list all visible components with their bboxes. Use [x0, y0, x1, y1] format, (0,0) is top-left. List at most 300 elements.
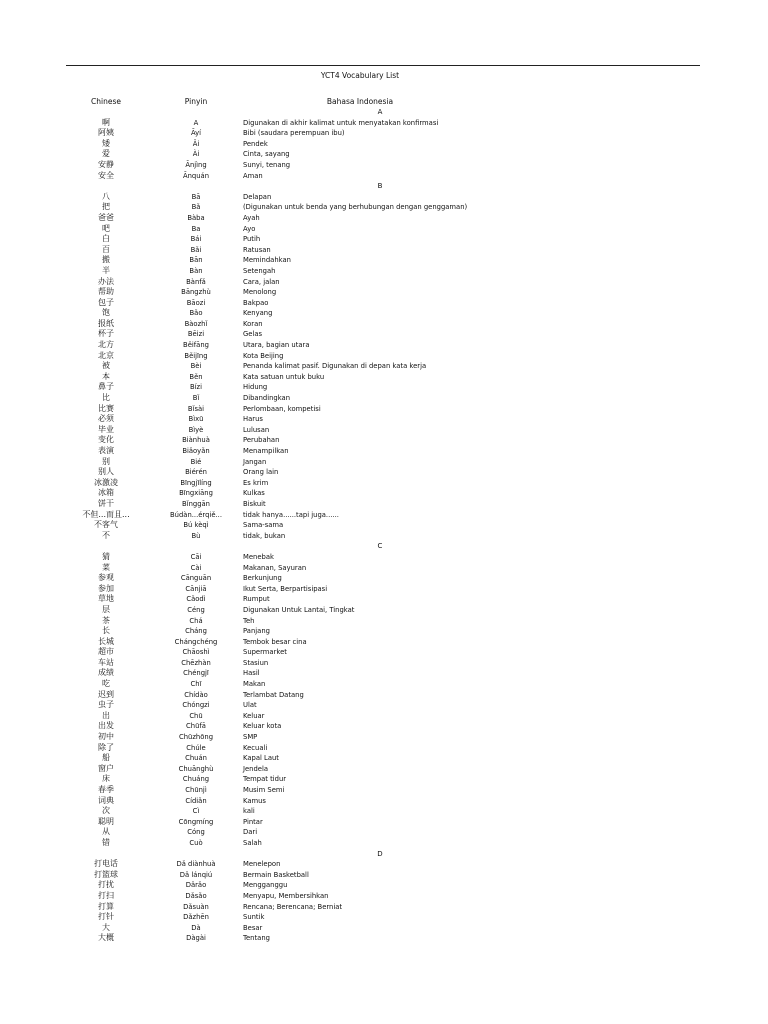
chinese-word: 词典 [98, 795, 114, 805]
pinyin-text: Běifāng [183, 341, 209, 350]
pinyin-text: Chídào [184, 690, 208, 699]
pinyin-text: Chángchéng [174, 637, 218, 646]
pinyin-text: Biǎoyǎn [182, 447, 210, 455]
chinese-word: 毕业 [98, 424, 114, 434]
indonesian-meaning: Penanda kalimat pasif. Digunakan di depan kata kerja [243, 362, 427, 371]
vocab-row [0, 902, 768, 913]
pinyin-text: Cì [192, 807, 200, 816]
vocab-row [0, 277, 768, 288]
vocab-row [0, 298, 768, 309]
indonesian-meaning: Pendek [243, 139, 268, 148]
indonesian-meaning: Supermarket [243, 648, 287, 657]
indonesian-meaning: Ikut Serta, Berpartisipasi [243, 584, 328, 593]
indonesian-meaning: Perlombaan, kompetisi [243, 404, 321, 413]
pinyin-text: Dàgài [186, 934, 206, 943]
indonesian-meaning: Musim Semi [243, 786, 285, 794]
pinyin-text: Bǐ [192, 394, 200, 403]
pinyin-text: Cídiǎn [185, 796, 207, 805]
indonesian-meaning: Hidung [243, 383, 268, 392]
vocab-row [0, 319, 768, 330]
pinyin-text: Dǎ lánqiú [179, 870, 213, 879]
vocab-row [0, 711, 768, 722]
section-header [0, 849, 768, 860]
vocab-row [0, 700, 768, 711]
vocab-row [0, 753, 768, 764]
vocab-row [0, 743, 768, 754]
indonesian-meaning: Rumput [243, 595, 270, 604]
pinyin-text: Bǎi [190, 245, 202, 254]
chinese-word: 参加 [98, 583, 114, 593]
indonesian-meaning: Makanan, Sayuran [243, 563, 307, 572]
indonesian-meaning: Kulkas [243, 489, 265, 498]
chinese-word: 杯子 [98, 329, 114, 339]
pinyin-text: Dǎsǎo [185, 891, 207, 900]
chinese-word: 不但...而且... [82, 509, 130, 519]
pinyin-text: Bàn [189, 266, 203, 275]
vocab-row [0, 467, 768, 478]
chinese-word: 帮助 [98, 287, 114, 297]
chinese-word: 草地 [98, 594, 114, 604]
vocab-row [0, 245, 768, 256]
indonesian-meaning: Kapal Laut [243, 754, 279, 763]
pinyin-text: Búdàn...érqiě... [170, 510, 222, 519]
chinese-word: 从 [102, 827, 110, 837]
pinyin-text: Bǐnggān [182, 499, 210, 508]
pinyin-text: Cǎodì [186, 595, 206, 604]
chinese-word: 出 [102, 710, 110, 720]
chinese-word: 表演 [98, 446, 114, 455]
pinyin-text: Bā [191, 192, 201, 201]
indonesian-meaning: Kamus [243, 796, 266, 805]
pinyin-text: Bāozi [186, 298, 206, 307]
pinyin-text: Bízi [189, 383, 202, 392]
pinyin-text: Dǎsuàn [183, 902, 209, 911]
chinese-word: 把 [102, 202, 110, 212]
pinyin-text: Chuán [185, 754, 207, 763]
vocab-row [0, 721, 768, 732]
indonesian-meaning: Orang lain [243, 468, 279, 477]
vocab-row [0, 287, 768, 298]
pinyin-text: Chá [189, 616, 203, 625]
vocab-row [0, 393, 768, 404]
vocab-row [0, 637, 768, 648]
chinese-word: 别 [102, 456, 110, 466]
vocab-row [0, 626, 768, 637]
pinyin-text: Bié [190, 457, 202, 466]
indonesian-meaning: Es krim [243, 478, 269, 487]
indonesian-meaning: Teh [243, 616, 255, 625]
indonesian-meaning: Cinta, sayang [243, 150, 290, 159]
indonesian-meaning: Terlambat Datang [243, 690, 304, 699]
pinyin-text: Bù [191, 531, 201, 540]
pinyin-text: Bú kèqì [183, 521, 209, 530]
chinese-word: 爱 [102, 149, 110, 159]
chinese-word: 菜 [102, 562, 110, 572]
vocab-row [0, 266, 768, 277]
indonesian-meaning: Pintar [243, 817, 263, 826]
vocab-row [0, 425, 768, 436]
pinyin-text: Ài [192, 150, 200, 159]
pinyin-text: Biérén [185, 468, 207, 477]
vocab-row [0, 414, 768, 425]
chinese-word: 春季 [98, 785, 114, 794]
indonesian-meaning: Jangan [243, 457, 267, 466]
vocab-row [0, 806, 768, 817]
vocab-row [0, 457, 768, 468]
pinyin-text: Bīngjīlíng [180, 478, 212, 487]
pinyin-text: Cháng [185, 627, 207, 636]
vocab-row [0, 880, 768, 891]
indonesian-meaning: kali [243, 807, 255, 816]
chinese-word: 成绩 [98, 668, 114, 678]
top-rule [66, 65, 700, 66]
pinyin-text: Céng [187, 605, 205, 614]
vocab-row [0, 668, 768, 679]
chinese-word: 迟到 [98, 689, 114, 699]
indonesian-meaning: tidak hanya......tapi juga...... [243, 510, 339, 519]
vocab-row [0, 616, 768, 627]
vocab-row [0, 255, 768, 266]
pinyin-text: Běn [189, 372, 203, 381]
pinyin-text: Cóng [187, 828, 205, 837]
section-header [0, 107, 768, 118]
chinese-word: 北京 [98, 350, 114, 360]
vocab-row [0, 605, 768, 616]
indonesian-meaning: Ratusan [243, 245, 271, 254]
pinyin-text: Chéngjī [183, 669, 209, 678]
pinyin-text: Chēzhàn [181, 658, 211, 667]
pinyin-text: Chúle [186, 743, 206, 752]
pinyin-text: Bǎo [189, 309, 203, 318]
vocab-row [0, 552, 768, 563]
vocab-row [0, 520, 768, 531]
pinyin-text: Ǎi [192, 139, 200, 148]
indonesian-meaning: Bermain Basketball [243, 870, 309, 879]
vocab-row [0, 499, 768, 510]
vocab-row [0, 658, 768, 669]
vocab-row [0, 774, 768, 785]
indonesian-meaning: Suntik [243, 913, 265, 922]
chinese-word: 爸爸 [98, 212, 114, 222]
indonesian-meaning: Sama-sama [243, 521, 284, 530]
pinyin-text: Ānjìng [185, 160, 207, 169]
indonesian-meaning: Aman [243, 171, 263, 180]
indonesian-meaning: Putih [243, 235, 261, 244]
vocab-row [0, 435, 768, 446]
vocab-row [0, 192, 768, 203]
pinyin-text: Dǎ diànhuà [176, 860, 216, 869]
vocab-row [0, 118, 768, 129]
vocab-row [0, 139, 768, 150]
indonesian-meaning: Hasil [243, 669, 260, 678]
chinese-word: 初中 [98, 732, 114, 742]
pinyin-text: Bēizi [187, 330, 205, 339]
chinese-word: 冰箱 [98, 488, 114, 498]
indonesian-meaning: Salah [243, 838, 262, 847]
chinese-word: 百 [102, 244, 110, 254]
vocab-row [0, 510, 768, 521]
indonesian-meaning: Perubahan [243, 436, 280, 445]
chinese-word: 报纸 [98, 318, 114, 328]
vocabulary-table [0, 107, 768, 944]
pinyin-text: A [193, 118, 199, 127]
vocab-row [0, 160, 768, 171]
chinese-word: 本 [102, 371, 110, 381]
indonesian-meaning: Bakpao [243, 298, 269, 307]
indonesian-meaning: Menampilkan [243, 447, 289, 455]
vocab-row [0, 488, 768, 499]
pinyin-text: Cānguān [180, 574, 212, 583]
indonesian-meaning: Digunakan Untuk Lantai, Tingkat [243, 605, 355, 614]
chinese-word: 办法 [98, 276, 114, 286]
section-letter: B [377, 182, 383, 191]
chinese-word: 阿姨 [98, 128, 114, 138]
pinyin-text: Cài [190, 563, 202, 572]
indonesian-meaning: Besar [243, 923, 263, 932]
column-header-pinyin: Pinyin [184, 97, 208, 106]
vocab-row [0, 351, 768, 362]
vocab-row [0, 329, 768, 340]
vocab-row [0, 764, 768, 775]
vocab-row [0, 361, 768, 372]
vocab-row [0, 531, 768, 542]
indonesian-meaning: Jendela [243, 764, 269, 773]
chinese-word: 大概 [98, 933, 114, 943]
pinyin-text: Bànfǎ [186, 277, 206, 286]
vocab-row [0, 817, 768, 828]
indonesian-meaning: Berkunjung [243, 574, 282, 583]
pinyin-text: Bàozhǐ [184, 319, 208, 328]
chinese-word: 打电话 [94, 859, 118, 869]
chinese-word: 窗户 [98, 763, 114, 773]
indonesian-meaning: tidak, bukan [243, 531, 286, 540]
indonesian-meaning: (Digunakan untuk benda yang berhubungan dengan genggaman) [243, 203, 468, 212]
vocab-row [0, 234, 768, 245]
indonesian-meaning: Sunyi, tenang [243, 160, 291, 169]
pinyin-text: Dǎzhēn [183, 913, 209, 922]
chinese-word: 啊 [102, 117, 110, 127]
pinyin-text: Bīngxiāng [179, 489, 213, 498]
indonesian-meaning: Mengganggu [243, 881, 288, 890]
pinyin-text: Bèi [190, 362, 202, 371]
indonesian-meaning: Delapan [243, 192, 272, 201]
chinese-word: 聪明 [98, 816, 114, 826]
chinese-word: 出发 [98, 721, 114, 731]
indonesian-meaning: Keluar kota [243, 722, 282, 731]
column-header-indonesian: Bahasa Indonesia [326, 97, 394, 106]
chinese-word: 饱 [102, 308, 110, 318]
indonesian-meaning: Utara, bagian utara [243, 341, 310, 350]
chinese-word: 打扫 [98, 890, 114, 900]
chinese-word: 饼干 [98, 498, 114, 508]
chinese-word: 鼻子 [98, 382, 114, 392]
indonesian-meaning: Menebak [243, 552, 274, 561]
chinese-word: 北方 [98, 340, 114, 350]
vocab-row [0, 128, 768, 139]
vocab-row [0, 785, 768, 796]
vocab-row [0, 584, 768, 595]
vocab-row [0, 690, 768, 701]
pinyin-text: Chāoshì [182, 648, 210, 657]
pinyin-text: Bìxū [188, 415, 204, 424]
chinese-word: 半 [102, 265, 110, 275]
pinyin-text: Chóngzi [182, 701, 210, 710]
chinese-word: 白 [102, 234, 110, 244]
indonesian-meaning: Kota Beijing [243, 351, 284, 360]
chinese-word: 除了 [98, 742, 114, 752]
section-header [0, 181, 768, 192]
vocab-row [0, 912, 768, 923]
chinese-word: 别人 [98, 467, 114, 477]
chinese-word: 大 [102, 922, 110, 932]
vocab-row [0, 340, 768, 351]
vocab-row [0, 213, 768, 224]
pinyin-text: Cōngmíng [178, 817, 214, 826]
chinese-word: 比赛 [98, 403, 114, 413]
page-title: YCT4 Vocabulary List [320, 71, 400, 80]
pinyin-text: Chī [190, 680, 202, 689]
chinese-word: 矮 [102, 138, 110, 148]
chinese-word: 船 [102, 753, 110, 763]
indonesian-meaning: Memindahkan [243, 256, 291, 265]
pinyin-text: Cuò [189, 838, 203, 847]
indonesian-meaning: Menyapu, Membersihkan [243, 891, 329, 900]
pinyin-text: Bìyè [188, 425, 204, 434]
indonesian-meaning: Biskuit [243, 499, 266, 508]
pinyin-text: Bǐsài [187, 404, 205, 413]
indonesian-meaning: Tembok besar cina [243, 637, 307, 646]
vocab-row [0, 202, 768, 213]
indonesian-meaning: Harus [243, 415, 263, 424]
indonesian-meaning: Dari [243, 828, 258, 837]
indonesian-meaning: Keluar [243, 711, 265, 720]
indonesian-meaning: Kata satuan untuk buku [243, 372, 325, 381]
vocab-row [0, 382, 768, 393]
chinese-word: 打扰 [98, 880, 114, 890]
indonesian-meaning: Makan [243, 680, 266, 689]
pinyin-text: Bàba [187, 213, 205, 222]
pinyin-text: Chūnjì [185, 786, 207, 794]
indonesian-meaning: Dibandingkan [243, 394, 291, 403]
vocab-row [0, 478, 768, 489]
chinese-word: 安全 [98, 170, 114, 180]
pinyin-text: Cāi [190, 552, 202, 561]
indonesian-meaning: Stasiun [243, 658, 269, 667]
section-letter: C [377, 542, 383, 551]
vocab-row [0, 594, 768, 605]
chinese-word: 搬 [102, 255, 110, 265]
section-letter: D [377, 849, 383, 858]
chinese-word: 安静 [98, 159, 114, 169]
chinese-word: 被 [102, 361, 110, 371]
indonesian-meaning: Menelepon [243, 860, 281, 869]
section-letter: A [377, 108, 383, 116]
vocab-row [0, 171, 768, 182]
vocab-row [0, 679, 768, 690]
pinyin-text: Dǎrǎo [185, 881, 207, 890]
pinyin-text: Běijīng [184, 351, 208, 360]
vocab-row [0, 891, 768, 902]
indonesian-meaning: SMP [243, 733, 258, 742]
chinese-word: 比 [102, 393, 110, 403]
vocab-row [0, 838, 768, 849]
chinese-word: 超市 [98, 647, 114, 657]
chinese-word: 次 [102, 806, 110, 816]
vocab-row [0, 923, 768, 934]
pinyin-text: Ba [191, 224, 201, 233]
indonesian-meaning: Digunakan di akhir kalimat untuk menyatakan konfirmasi [243, 118, 439, 127]
chinese-word: 冰激凌 [94, 477, 118, 487]
pinyin-text: Chūfā [186, 722, 206, 731]
pinyin-text: Āyí [190, 129, 202, 138]
vocab-row [0, 827, 768, 838]
section-header [0, 541, 768, 552]
indonesian-meaning: Tentang [243, 934, 270, 943]
indonesian-meaning: Tempat tidur [243, 775, 287, 784]
chinese-word: 打针 [98, 912, 114, 922]
vocab-row [0, 732, 768, 743]
vocab-row [0, 404, 768, 415]
chinese-word: 层 [102, 604, 110, 614]
vocab-row [0, 372, 768, 383]
pinyin-text: Chuānghù [178, 764, 214, 773]
chinese-word: 必须 [98, 414, 114, 424]
pinyin-text: Chūzhōng [178, 733, 214, 742]
indonesian-meaning: Koran [243, 319, 263, 328]
indonesian-meaning: Gelas [243, 330, 263, 339]
chinese-word: 猜 [102, 551, 110, 561]
indonesian-meaning: Menolong [243, 288, 277, 297]
chinese-word: 包子 [98, 297, 114, 307]
pinyin-text: Chuáng [182, 775, 210, 784]
chinese-word: 参观 [98, 573, 114, 583]
vocab-row [0, 647, 768, 658]
pinyin-text: Bāngzhù [181, 288, 211, 297]
indonesian-meaning: Panjang [243, 627, 270, 636]
chinese-word: 长城 [98, 636, 114, 646]
pinyin-text: Bān [189, 256, 203, 265]
chinese-word: 茶 [102, 615, 110, 625]
indonesian-meaning: Setengah [243, 266, 276, 275]
pinyin-text: Chū [189, 711, 203, 720]
chinese-word: 变化 [98, 435, 114, 445]
vocab-row [0, 573, 768, 584]
pinyin-text: Bǎ [191, 203, 201, 212]
vocab-row [0, 308, 768, 319]
chinese-word: 打篮球 [94, 869, 118, 879]
chinese-word: 虫子 [98, 700, 114, 710]
vocab-row [0, 870, 768, 881]
chinese-word: 长 [102, 626, 110, 636]
chinese-word: 床 [102, 774, 110, 784]
pinyin-text: Cānjiā [185, 584, 207, 593]
chinese-word: 错 [102, 837, 110, 847]
vocab-row [0, 796, 768, 807]
column-header-chinese: Chinese [91, 97, 121, 106]
chinese-word: 吃 [102, 679, 110, 689]
pinyin-text: Bái [190, 235, 202, 244]
chinese-word: 不客气 [94, 520, 118, 530]
vocab-row [0, 446, 768, 457]
pinyin-text: Biànhuà [182, 436, 210, 445]
vocab-row [0, 224, 768, 235]
indonesian-meaning: Kecuali [243, 743, 268, 752]
indonesian-meaning: Lulusan [243, 425, 270, 434]
indonesian-meaning: Ulat [243, 701, 257, 710]
vocab-row [0, 933, 768, 944]
chinese-word: 八 [102, 191, 110, 201]
pinyin-text: Dà [191, 923, 201, 932]
